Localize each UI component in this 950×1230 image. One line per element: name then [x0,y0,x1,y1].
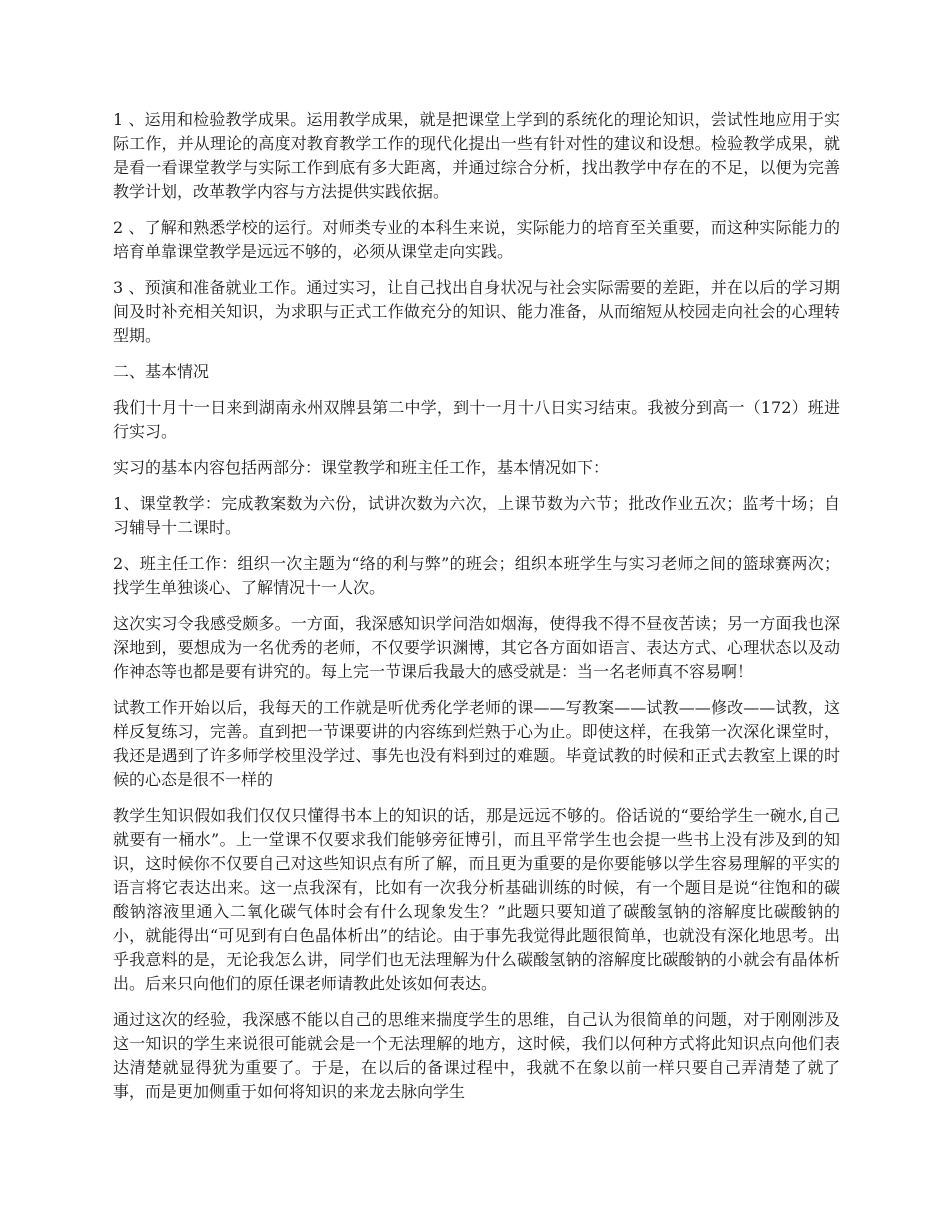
paragraph-internship-dates: 我们十月十一日来到湖南永州双牌县第二中学，到十一月十八日实习结束。我被分到高一（172）班进行实习。 [113,398,840,441]
paragraph-reflection: 这次实习令我感受颇多。一方面，我深感知识学问浩如烟海，使得我不得不昼夜苦读；另一方面我也深深地到，要想成为一名优秀的老师，不仅要学识渊博，其它各方面如语言、表达方式、心理状态以及动作神态等也都是要有讲究的。每上完一节课后我最大的感受就是：当一名老师真不容易啊！ [113,614,840,681]
document-body [113,108,840,1116]
paragraph-homeroom-work: 2、班主任工作：组织一次主题为“络的利与弊”的班会；组织本班学生与实习老师之间的篮球赛两次；找学生单独谈心、了解情况十一人次。 [113,554,840,597]
paragraph-knowledge-example: 教学生知识假如我们仅仅只懂得书本上的知识的话，那是远远不够的。俗话说的“要给学生一碗水,自己就要有一桶水”。上一堂课不仅要求我们能够旁征博引，而且平常学生也会提一些书上没有涉及到的知识，这时候你不仅要自己对这些知识点有所了解，而且更为重要的是你要能够以学生容易理解的平实的语言将它表达出来。这一点我深有，比如有一次我分析基础训练的时候，有一个题目是说“往饱和的碳酸钠溶液里通入二氧化碳气体时会有什么现象发生？”此题只要知道了碳酸氢钠的溶解度比碳酸钠的小，就能得出“可见到有白色晶体析出”的结论。由于事先我觉得此题很简单，也就没有深化地思考。出乎我意料的是，无论我怎么讲，同学们也无法理解为什么碳酸氢钠的溶解度比碳酸钠的小就会有晶体析出。后来只向他们的原任课老师请教此处该如何表达。 [113,806,840,993]
paragraph-lesson-learned: 通过这次的经验，我深感不能以自己的思维来揣度学生的思维，自己认为很简单的问题，对于刚刚涉及这一知识的学生来说很可能就会是一个无法理解的地方，这时候，我们以何种方式将此知识点向他们表达清楚就显得犹为重要了。于是，在以后的备课过程中，我就不在象以前一样只要自己弄清楚了就了事，而是更加侧重于如何将知识的来龙去脉向学生 [113,1010,840,1101]
paragraph-purpose-2: 2 、了解和熟悉学校的运行。对师类专业的本科生来说，实际能力的培育至关重要，而这种实际能力的培育单靠课堂教学是远远不够的，必须从课堂走向实践。 [113,218,840,261]
paragraph-content-overview: 实习的基本内容包括两部分：课堂教学和班主任工作，基本情况如下： [113,458,610,477]
section-heading-basic-info: 二、基本情况 [113,362,210,381]
paragraph-trial-teaching: 试教工作开始以后，我每天的工作就是听优秀化学老师的课——写教案——试教——修改——试教，这样反复练习，完善。直到把一节课要讲的内容练到烂熟于心为止。即使这样，在我第一次深化课堂时，我还是遇到了许多师学校里没学过、事先也没有料到过的难题。毕竟试教的时候和正式去教室上课的时候的心态是很不一样的 [113,698,840,789]
paragraph-purpose-1: 1 、运用和检验教学成果。运用教学成果，就是把课堂上学到的系统化的理论知识，尝试性地应用于实际工作，并从理论的高度对教育教学工作的现代化提出一些有针对性的建议和设想。检验教学成果，就是看一看课堂教学与实际工作到底有多大距离，并通过综合分析，找出教学中存在的不足，以便为完善教学计划，改革教学内容与方法提供实践依据。 [113,110,840,201]
paragraph-purpose-3: 3 、预演和准备就业工作。通过实习，让自己找出自身状况与社会实际需要的差距，并在以后的学习期间及时补充相关知识，为求职与正式工作做充分的知识、能力准备，从而缩短从校园走向社会的心理转型期。 [113,278,840,345]
paragraph-classroom-teaching: 1、课堂教学：完成教案数为六份，试讲次数为六次，上课节数为六节；批改作业五次；监考十场；自习辅导十二课时。 [113,494,840,537]
